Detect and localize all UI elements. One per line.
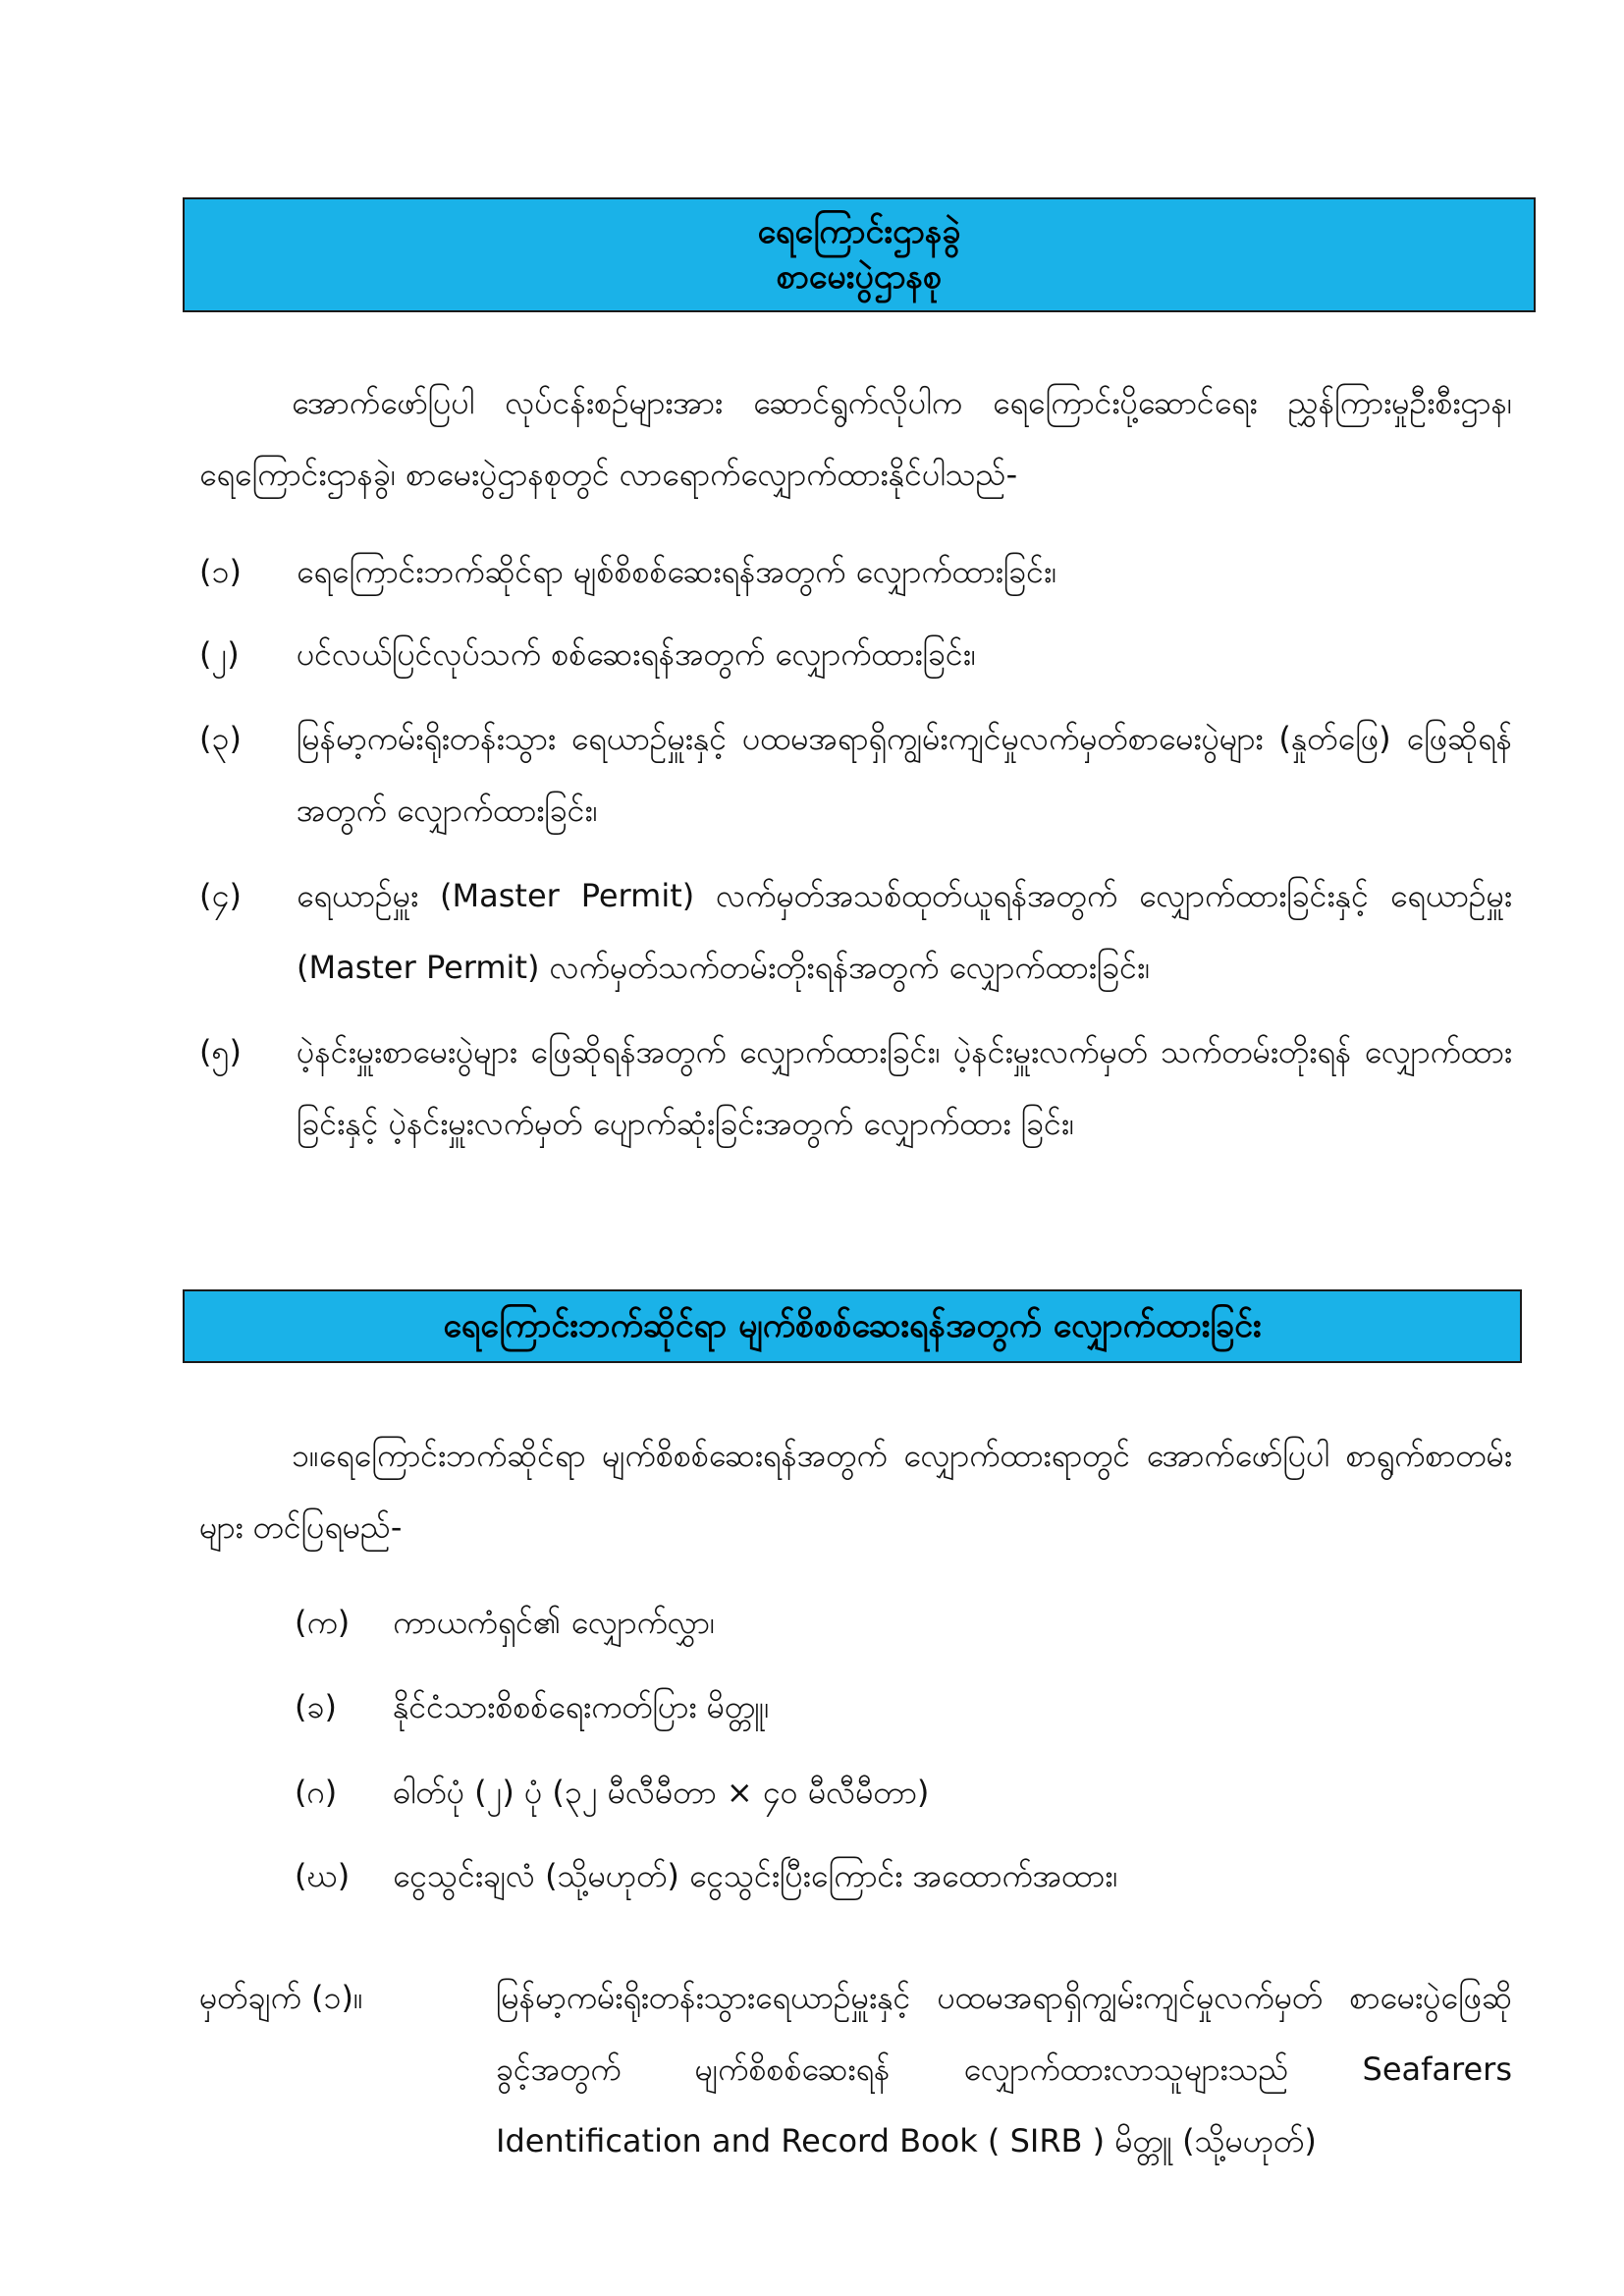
document-number: (ဂ) xyxy=(295,1774,338,1811)
service-number: (၃) xyxy=(199,720,242,757)
document-text: နိုင်ငံသားစိစစ်ရေးကတ်ပြား မိတ္တူ၊ xyxy=(393,1688,770,1725)
section-banner xyxy=(183,1289,1522,1363)
section-paragraph-text xyxy=(199,1420,1512,1563)
service-number: (၂) xyxy=(199,635,240,673)
service-item xyxy=(199,536,1512,608)
service-text: ရေယာဉ်မှူး (Master Permit) လက်မှတ်အသစ်ထုတ်ယူရန်အတွက် လျှောက်ထားခြင်းနှင့် ရေယာဉ်မှူး (Master Permit) လက်မှတ်သက်တမ်းတိုးရန်အတွက် လျှောက်ထားခြင်း၊ xyxy=(297,877,1512,986)
paragraph-body: ရေကြောင်းဘက်ဆိုင်ရာ မျက်စိစစ်ဆေးရန်အတွက် လျှောက်ထားရာတွင် အောက်ဖော်ပြပါ စာရွက်စာတမ်းများ တင်ပြရမည်- xyxy=(199,1437,1512,1546)
document-number: (ခ) xyxy=(295,1688,337,1725)
section-paragraph xyxy=(199,1420,1512,1563)
document-item xyxy=(295,1846,1512,1905)
paragraph-number: ၁။ xyxy=(292,1437,319,1474)
service-item xyxy=(199,703,1512,847)
note-label: မှတ်ချက် (၁)။ xyxy=(199,1979,363,2016)
intro-paragraph: အောက်ဖော်ပြပါ လုပ်ငန်းစဉ်များအား ဆောင်ရွက်လိုပါက ရေကြောင်းပို့ဆောင်ရေး ညွှန်ကြားမှုဦးစီးဌာန၊ ရေကြောင်းဌာနခွဲ၊ စာမေးပွဲဌာနစုတွင် လာရောက်လျှောက်ထားနိုင်ပါသည်- xyxy=(199,384,1512,493)
service-number: (၅) xyxy=(199,1033,242,1070)
note-text: မြန်မာ့ကမ်းရိုးတန်းသွားရေယာဉ်မှူးနှင့် ပထမအရာရှိကျွမ်းကျင်မှုလက်မှတ် စာမေးပွဲဖြေဆိုခွင့်အတွက် မျက်စိစစ်ဆေးရန် လျှောက်ထားလာသူများသည် Seafarers Identification and Record Book ( SIRB ) မိတ္တူ (သို့မဟုတ်) xyxy=(496,1979,1512,2159)
service-number: (၁) xyxy=(199,553,242,590)
header-banner xyxy=(183,197,1536,312)
document-item xyxy=(295,1593,1512,1652)
section-title: ရေကြောင်းဘက်ဆိုင်ရာ မျက်စိစစ်ဆေးရန်အတွက် လျှောက်ထားခြင်း xyxy=(443,1306,1262,1345)
service-item xyxy=(199,1016,1512,1231)
service-number: (၄) xyxy=(199,877,242,914)
service-text: ပင်လယ်ပြင်လုပ်သက် စစ်ဆေးရန်အတွက် လျှောက်ထားခြင်း၊ xyxy=(297,635,976,673)
service-text: ရေကြောင်းဘက်ဆိုင်ရာ မျစ်စိစစ်ဆေးရန်အတွက် လျှောက်ထားခြင်း၊ xyxy=(297,553,1057,590)
department-title: ရေကြောင်းဌာနခွဲ xyxy=(757,212,961,251)
unit-title: စာမေးပွဲဌာနစု xyxy=(776,257,943,297)
document-item xyxy=(295,1677,1512,1736)
document-item xyxy=(295,1763,1512,1822)
document-number: (ဃ) xyxy=(295,1857,351,1894)
document-text: ငွေသွင်းချလံ (သို့မဟုတ်) ငွေသွင်းပြီးကြောင်း အထောက်အထား၊ xyxy=(393,1857,1118,1894)
document-text: ကာယကံရှင်၏ လျှောက်လွှာ၊ xyxy=(393,1604,716,1641)
document-number: (က) xyxy=(295,1604,351,1641)
document-text: ဓါတ်ပုံ (၂) ပုံ (၃၂ မီလီမီတာ × ၄၀ မီလီမီတာ) xyxy=(393,1774,930,1811)
service-text: ပဲ့နင်းမှူးစာမေးပွဲများ ဖြေဆိုရန်အတွက် လျှောက်ထားခြင်း၊ ပဲ့နင်းမှူးလက်မှတ် သက်တမ်းတိုးရန် လျှောက်ထားခြင်းနှင့် ပဲ့နင်းမှူးလက်မှတ် ပျောက်ဆုံးခြင်းအတွက် လျှောက်ထား ခြင်း၊ xyxy=(297,1033,1512,1142)
service-item xyxy=(199,860,1512,1004)
service-text: မြန်မာ့ကမ်းရိုးတန်းသွား ရေယာဉ်မှူးနှင့် ပထမအရာရှိကျွမ်းကျင်မှုလက်မှတ်စာမေးပွဲများ (နှုတ်ဖြေ) ဖြေဆိုရန်အတွက် လျှောက်ထားခြင်း၊ xyxy=(297,720,1512,829)
service-item xyxy=(199,619,1512,690)
